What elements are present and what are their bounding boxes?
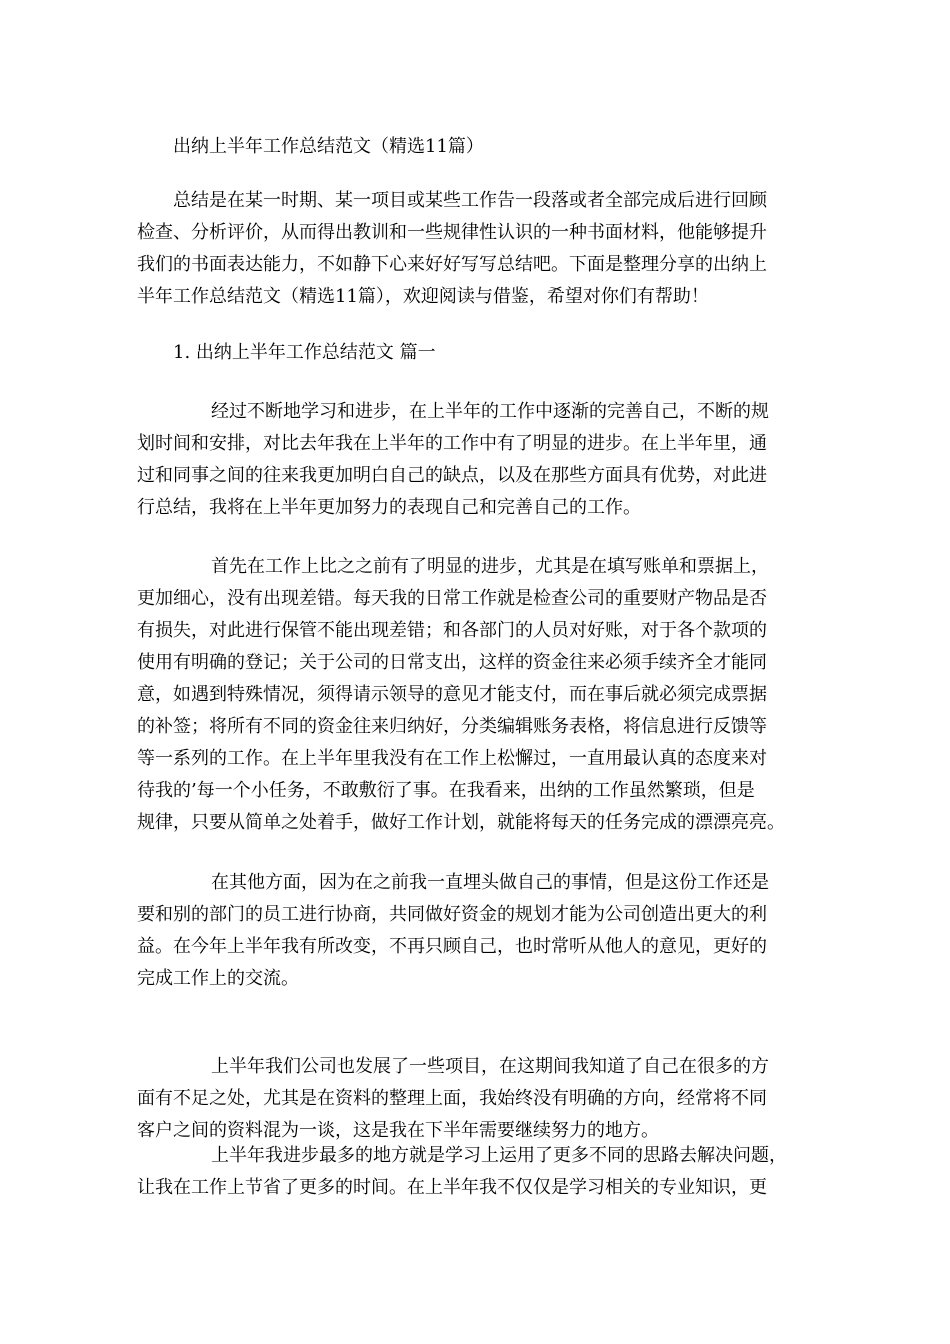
paragraph-line: 使用有明确的登记；关于公司的日常支出，这样的资金往来必须手续齐全才能同 [137, 652, 767, 673]
body-paragraph-5 [137, 1140, 823, 1204]
paragraph-line: 总结是在某一时期、某一项目或某些工作告一段落或者全部完成后进行回顾 [173, 190, 767, 211]
intro-paragraph [137, 185, 823, 313]
paragraph-line: 首先在工作上比之之前有了明显的进步，尤其是在填写账单和票据上， [211, 556, 769, 577]
body-paragraph-4 [137, 1051, 823, 1147]
paragraph-line: 等一系列的工作。在上半年里我没有在工作上松懈过，一直用最认真的态度来对 [137, 748, 767, 769]
paragraph-line: 经过不断地学习和进步，在上半年的工作中逐渐的完善自己，不断的规 [211, 401, 769, 422]
title-text: 出纳上半年工作总结范文（精选11篇） [173, 136, 484, 157]
paragraph-line: 划时间和安排，对比去年我在上半年的工作中有了明显的进步。在上半年里，通 [137, 433, 767, 454]
paragraph-line: 行总结，我将在上半年更加努力的表现自己和完善自己的工作。 [137, 497, 641, 518]
paragraph-line: 在其他方面，因为在之前我一直埋头做自己的事情，但是这份工作还是 [211, 872, 769, 893]
paragraph-line: 意，如遇到特殊情况，须得请示领导的意见才能支付，而在事后就必须完成票据 [137, 684, 767, 705]
body-paragraph-1 [137, 396, 823, 524]
paragraph-line: 完成工作上的交流。 [137, 968, 299, 989]
paragraph-line: 的补签；将所有不同的资金往来归纳好，分类编辑账务表格，将信息进行反馈等 [137, 716, 767, 737]
paragraph-line: 上半年我进步最多的地方就是学习上运用了更多不同的思路去解决问题， [211, 1145, 787, 1166]
paragraph-line: 半年工作总结范文（精选11篇），欢迎阅读与借鉴，希望对你们有帮助！ [137, 286, 709, 307]
paragraph-line: 检查、分析评价，从而得出教训和一些规律性认识的一种书面材料，他能够提升 [137, 222, 767, 243]
document-title [137, 131, 823, 163]
section-heading [137, 337, 823, 369]
paragraph-line: 面有不足之处，尤其是在资料的整理上面，我始终没有明确的方向，经常将不同 [137, 1088, 767, 1109]
paragraph-line: 待我的’每一个小任务，不敢敷衍了事。在我看来，出纳的工作虽然繁琐，但是 [137, 780, 755, 801]
body-paragraph-3 [137, 867, 823, 995]
paragraph-line: 要和别的部门的员工进行协商，共同做好资金的规划才能为公司创造出更大的利 [137, 904, 767, 925]
paragraph-line: 让我在工作上节省了更多的时间。在上半年我不仅仅是学习相关的专业知识，更 [137, 1177, 767, 1198]
paragraph-line: 规律，只要从简单之处着手，做好工作计划，就能将每天的任务完成的漂漂亮亮。 [137, 812, 785, 833]
paragraph-line: 过和同事之间的往来我更加明白自己的缺点，以及在那些方面具有优势，对此进 [137, 465, 767, 486]
paragraph-line: 更加细心，没有出现差错。每天我的日常工作就是检查公司的重要财产物品是否 [137, 588, 767, 609]
paragraph-line: 客户之间的资料混为一谈，这是我在下半年需要继续努力的地方。 [137, 1120, 659, 1141]
paragraph-line: 我们的书面表达能力，不如静下心来好好写写总结吧。下面是整理分享的出纳上 [137, 254, 767, 275]
paragraph-line: 上半年我们公司也发展了一些项目，在这期间我知道了自己在很多的方 [211, 1056, 769, 1077]
body-paragraph-2 [137, 551, 823, 839]
paragraph-line: 有损失，对此进行保管不能出现差错；和各部门的人员对好账，对于各个款项的 [137, 620, 767, 641]
section-heading-text: 1. 出纳上半年工作总结范文 篇一 [173, 342, 436, 363]
paragraph-line: 益。在今年上半年我有所改变，不再只顾自己，也时常听从他人的意见，更好的 [137, 936, 767, 957]
